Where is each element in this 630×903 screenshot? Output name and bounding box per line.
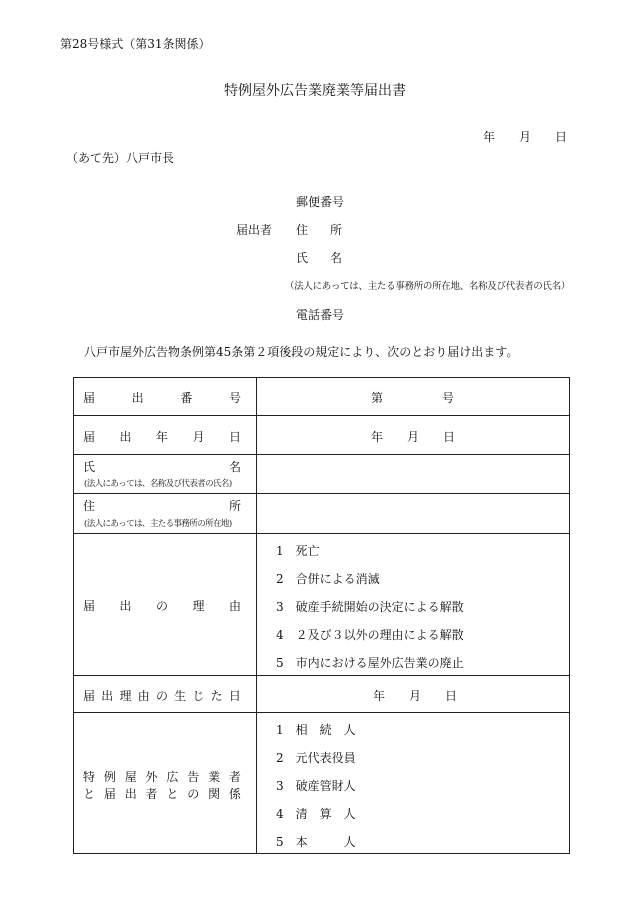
table-border-left [73, 377, 74, 854]
label-char: 日 [228, 689, 241, 703]
name-row-note: (法人にあっては、名称及び代表者の氏名) [84, 479, 232, 489]
label-char: 日 [228, 430, 241, 444]
option-number: 3 [276, 779, 284, 793]
label-char: 届 [103, 787, 116, 801]
label-char: 外 [145, 770, 158, 784]
form-number: 第28号様式（第31条関係） [60, 37, 211, 51]
label-char: 出 [101, 689, 114, 703]
notification-date-year[interactable]: 年 [371, 430, 384, 444]
reason-option[interactable] [276, 542, 320, 559]
label-char: た [210, 689, 223, 703]
phone-number-label: 電話番号 [296, 308, 345, 322]
option-number: 4 [276, 807, 284, 821]
table-column-divider [256, 377, 257, 854]
notification-date-month[interactable]: 月 [407, 430, 420, 444]
label-char: と [83, 787, 96, 801]
reason-date-month[interactable]: 月 [409, 689, 422, 703]
table-border-top [73, 377, 570, 378]
label-char: 出 [119, 430, 132, 444]
label-notification-date [83, 428, 241, 445]
relation-option[interactable] [276, 833, 356, 850]
label-char: 届 [83, 599, 96, 613]
label-char: の [155, 599, 168, 613]
label-char: 届 [83, 689, 96, 703]
name-label-char-2: 名 [330, 251, 343, 265]
date-day-label: 日 [555, 130, 568, 144]
label-reason-date [83, 687, 241, 704]
label-char: 理 [192, 599, 205, 613]
option-text: 市内における屋外広告業の廃止 [295, 656, 464, 670]
label-char: 番 [180, 391, 193, 405]
label-char: 業 [208, 770, 221, 784]
reason-date-year[interactable]: 年 [373, 689, 386, 703]
reason-option[interactable] [276, 626, 464, 643]
address-row-label-char-2: 所 [229, 499, 242, 513]
intro-text: 八戸市屋外広告物条例第45条第２項後段の規定により、次のとおり届け出ます。 [84, 345, 519, 359]
label-char: の [155, 689, 168, 703]
corporation-note: （法人にあっては、主たる事務所の所在地、名称及び代表者の氏名） [285, 281, 571, 292]
label-char: の [187, 787, 200, 801]
date-month-label: 月 [519, 130, 532, 144]
option-text: 本 人 [295, 835, 356, 849]
relation-option[interactable] [276, 805, 356, 822]
reason-option[interactable] [276, 570, 380, 587]
option-number: 1 [276, 723, 284, 737]
document-title: 特例屋外広告業廃業等届出書 [224, 83, 406, 99]
option-number: 3 [276, 600, 284, 614]
label-char: 届 [83, 430, 96, 444]
label-char: 者 [145, 787, 158, 801]
label-char: と [166, 787, 179, 801]
label-char: 生 [174, 689, 187, 703]
label-char: 月 [192, 430, 205, 444]
option-number: 5 [276, 835, 284, 849]
postal-code-label: 郵便番号 [296, 195, 345, 209]
label-char: 理 [119, 689, 132, 703]
notification-date-day[interactable]: 日 [443, 430, 456, 444]
notification-number-suffix[interactable]: 号 [442, 391, 455, 405]
label-char: 由 [228, 599, 241, 613]
label-char: 号 [228, 391, 241, 405]
notification-number-prefix[interactable]: 第 [371, 391, 384, 405]
option-number: 1 [276, 544, 284, 558]
table-divider [73, 415, 570, 416]
label-char: 者 [228, 770, 241, 784]
label-char: 告 [187, 770, 200, 784]
label-char: 関 [208, 787, 221, 801]
label-char: 由 [137, 689, 150, 703]
name-field[interactable] [258, 455, 568, 492]
option-number: 2 [276, 572, 284, 586]
label-char: 出 [119, 599, 132, 613]
table-divider [73, 533, 570, 534]
address-row-note: (法人にあっては、主たる事務所の所在地) [84, 519, 232, 529]
table-border-right [569, 377, 570, 854]
address-label-char-2: 所 [330, 223, 343, 237]
label-reason [83, 597, 241, 614]
option-text: 元代表役員 [295, 751, 356, 765]
label-char: 広 [166, 770, 179, 784]
label-char: じ [192, 689, 205, 703]
table-divider [73, 712, 570, 713]
date-year-label: 年 [483, 130, 496, 144]
address-label-char-1: 住 [296, 223, 309, 237]
notifier-label: 届出者 [236, 223, 273, 237]
label-char: 例 [103, 770, 116, 784]
label-char: 届 [83, 391, 96, 405]
label-notification-number [83, 389, 241, 406]
label-relation-line-1 [83, 768, 241, 785]
label-char: 年 [155, 430, 168, 444]
option-number: 2 [276, 751, 284, 765]
option-text: 破産手続開始の決定による解散 [295, 600, 464, 614]
name-label-char-1: 氏 [296, 251, 309, 265]
option-text: ２及び３以外の理由による解散 [295, 628, 464, 642]
label-relation-line-2 [83, 785, 241, 802]
name-row-label-char-1: 氏 [83, 460, 96, 474]
address-field[interactable] [258, 494, 568, 532]
label-char: 出 [131, 391, 144, 405]
name-row-label-char-2: 名 [229, 460, 242, 474]
option-text: 合併による消滅 [295, 572, 380, 586]
relation-option[interactable] [276, 721, 356, 738]
label-char: 屋 [124, 770, 137, 784]
option-text: 破産管財人 [295, 779, 356, 793]
label-char: 係 [228, 787, 241, 801]
table-divider [73, 675, 570, 676]
option-number: 5 [276, 656, 284, 670]
option-text: 清 算 人 [295, 807, 356, 821]
option-text: 相 続 人 [295, 723, 356, 737]
table-border-bottom [73, 853, 570, 854]
label-char: 出 [124, 787, 137, 801]
relation-option[interactable] [276, 777, 356, 794]
address-row-label-char-1: 住 [83, 499, 96, 513]
option-number: 4 [276, 628, 284, 642]
addressee: （あて先）八戸市長 [66, 151, 175, 165]
option-text: 死亡 [295, 544, 320, 558]
reason-option[interactable] [276, 654, 464, 671]
reason-option[interactable] [276, 598, 464, 615]
relation-option[interactable] [276, 749, 356, 766]
reason-date-day[interactable]: 日 [445, 689, 458, 703]
label-char: 特 [83, 770, 96, 784]
